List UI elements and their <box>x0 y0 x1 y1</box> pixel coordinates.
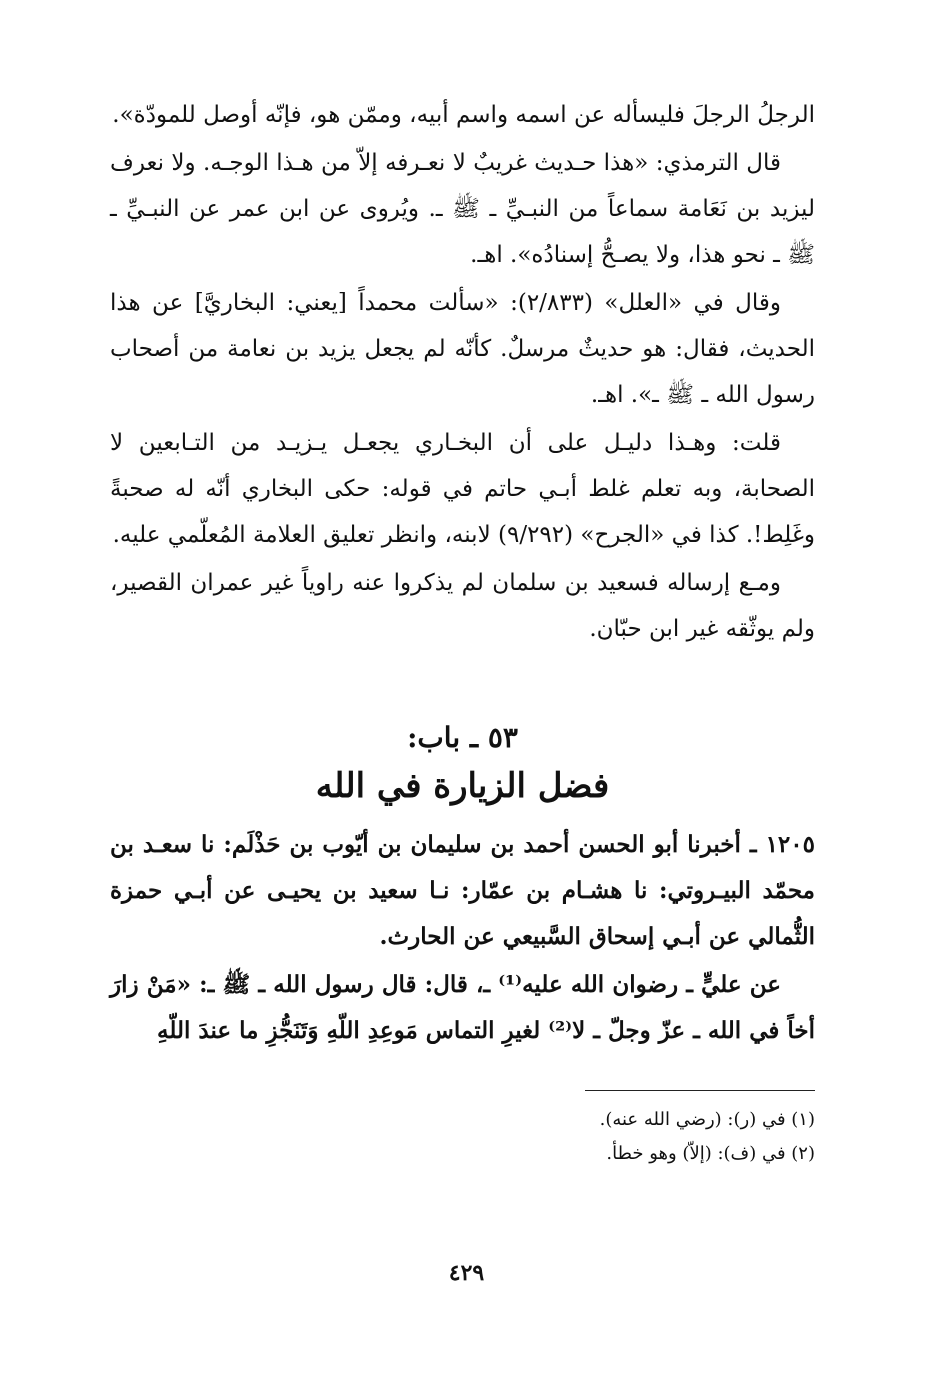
paragraph-tirmidhi: قال الترمذي: «هذا حـديث غريبٌ لا نعـرفه إلاّ من هـذا الوجـه. ولا نعرف ليزيد بن نَعَامة سماعاً من النبـيِّ ـ ﷺ ـ. ويُروى عن ابن عمر عن النبـيِّ ـ ﷺ ـ نحو هذا، ولا يصـحُّ إسنادُه». اهـ. <box>110 150 815 268</box>
section-title: فضل الزيارة في الله <box>315 766 610 806</box>
paragraph-comment: قلت: وهـذا دليـل على أن البخـاري يجعـل يـزيـد من التـابعين لا الصحابة، وبه تعلم غلط أبـي حاتم في قوله: حكى البخاري أنّه له صحبةً وغَلِط!. كذا في «الجرح» (٩/٢٩٢) لابنه، وانظر تعليق العلامة المُعلّمي عليه. <box>110 430 815 548</box>
hadith-isnad: ١٢٠٥ ـ أخبرنا أبو الحسن أحمد بن سليمان بن أيّوب بن حَذْلَم: نا سعـد بن محمّد البيـروتي: نا هشـام بن عمّار: نـا سعيد بن يحيـى عن أبـي حمزة الثُّمالي عن أبـي إسحاق السَّبيعي عن الحارث. <box>110 831 815 950</box>
section-number: ٥٣ ـ باب: <box>407 721 518 754</box>
footnote-1: (١) في (ر): (رضي الله عنه). <box>599 1109 815 1130</box>
footnote-2: (٢) في (ف): (إلاّ) وهو خطأ. <box>606 1143 815 1164</box>
paragraph-irsal: ومـع إرساله فسعيد بن سلمان لم يذكروا عنه راوياً غير عمران القصير، ولم يوثّقه غير ابن حبّان. <box>110 570 815 642</box>
paragraph-continuation: الرجلُ الرجلَ فليسأله عن اسمه واسم أبيه، وممّن هو، فإنّه أوصل للمودّة». <box>112 102 815 128</box>
paragraph-ilal: وقال في «العلل» (٢/٨٣٣): «سألت محمداً [يعني: البخاريَّ] عن هذا الحديث، فقال: هو حديثٌ مرسلٌ. كأنّه لم يجعل يزيد بن نعامة من أصحاب رسول الله ـ ﷺ ـ». اهـ. <box>110 290 815 408</box>
hadith-matn: عن عليٍّ ـ رضوان الله عليه⁽¹⁾ ـ، قال: قال رسول الله ـ ﷺ ـ: «مَنْ زارَ أخاً في الله ـ عزّ وجلّ ـ لا⁽²⁾ لغيرِ التماس مَوعِدِ اللّهِ وَتَنَجُّزِ ما عندَ اللّهِ <box>110 971 815 1044</box>
page-number: ٤٢٩ <box>448 1260 485 1286</box>
footnote-divider <box>585 1090 815 1091</box>
